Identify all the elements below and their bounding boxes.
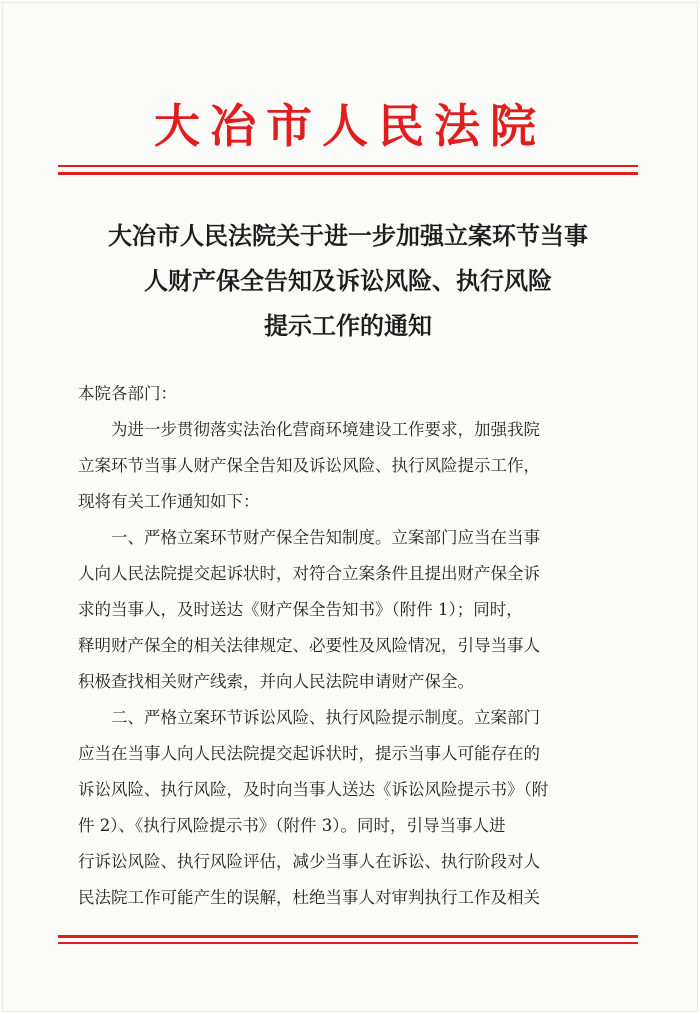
top-red-rule-thick bbox=[58, 172, 638, 175]
paragraph-line: 立案环节当事人财产保全告知及诉讼风险、执行风险提示工作， bbox=[78, 456, 540, 475]
paragraph-line: 二、严格立案环节诉讼风险、执行风险提示制度。立案部门 bbox=[111, 708, 540, 727]
paragraph-line: 现将有关工作通知如下： bbox=[78, 492, 260, 511]
top-red-rule-thin bbox=[58, 165, 638, 167]
paragraph-line: 民法院工作可能产生的误解，杜绝当事人对审判执行工作及相关 bbox=[78, 888, 540, 907]
title-line: 提示工作的通知 bbox=[264, 311, 432, 340]
paragraph-line: 求的当事人，及时送达《财产保全告知书》（附件 1）；同时， bbox=[78, 600, 523, 619]
title-line: 大冶市人民法院关于进一步加强立案环节当事 bbox=[108, 221, 588, 250]
paragraph-line: 件 2）、《执行风险提示书》（附件 3）。同时，引导当事人进 bbox=[78, 816, 506, 835]
paragraph-line: 一、严格立案环节财产保全告知制度。立案部门应当在当事 bbox=[111, 528, 540, 547]
paragraph-line: 释明财产保全的相关法律规定、必要性及风险情况，引导当事人 bbox=[78, 636, 540, 655]
paragraph-line: 为进一步贯彻落实法治化营商环境建设工作要求，加强我院 bbox=[111, 420, 540, 439]
salutation: 本院各部门： bbox=[78, 384, 177, 403]
paragraph-line: 行诉讼风险、执行风险评估，减少当事人在诉讼、执行阶段对人 bbox=[78, 852, 540, 871]
bottom-red-rule-thick bbox=[58, 935, 638, 938]
org-letterhead: 大冶市人民法院 bbox=[154, 99, 546, 153]
bottom-red-rule-thin bbox=[58, 942, 638, 944]
paragraph-line: 诉讼风险、执行风险，及时向当事人送达《诉讼风险提示书》（附 bbox=[78, 780, 549, 799]
paragraph-line: 积极查找相关财产线索，并向人民法院申请财产保全。 bbox=[78, 672, 474, 691]
paragraph-line: 人向人民法院提交起诉状时，对符合立案条件且提出财产保全诉 bbox=[78, 564, 540, 583]
title-line: 人财产保全告知及诉讼风险、执行风险 bbox=[144, 266, 552, 295]
paragraph-line: 应当在当事人向人民法院提交起诉状时，提示当事人可能存在的 bbox=[78, 744, 540, 763]
document-body bbox=[78, 376, 622, 916]
document-title bbox=[58, 213, 638, 348]
